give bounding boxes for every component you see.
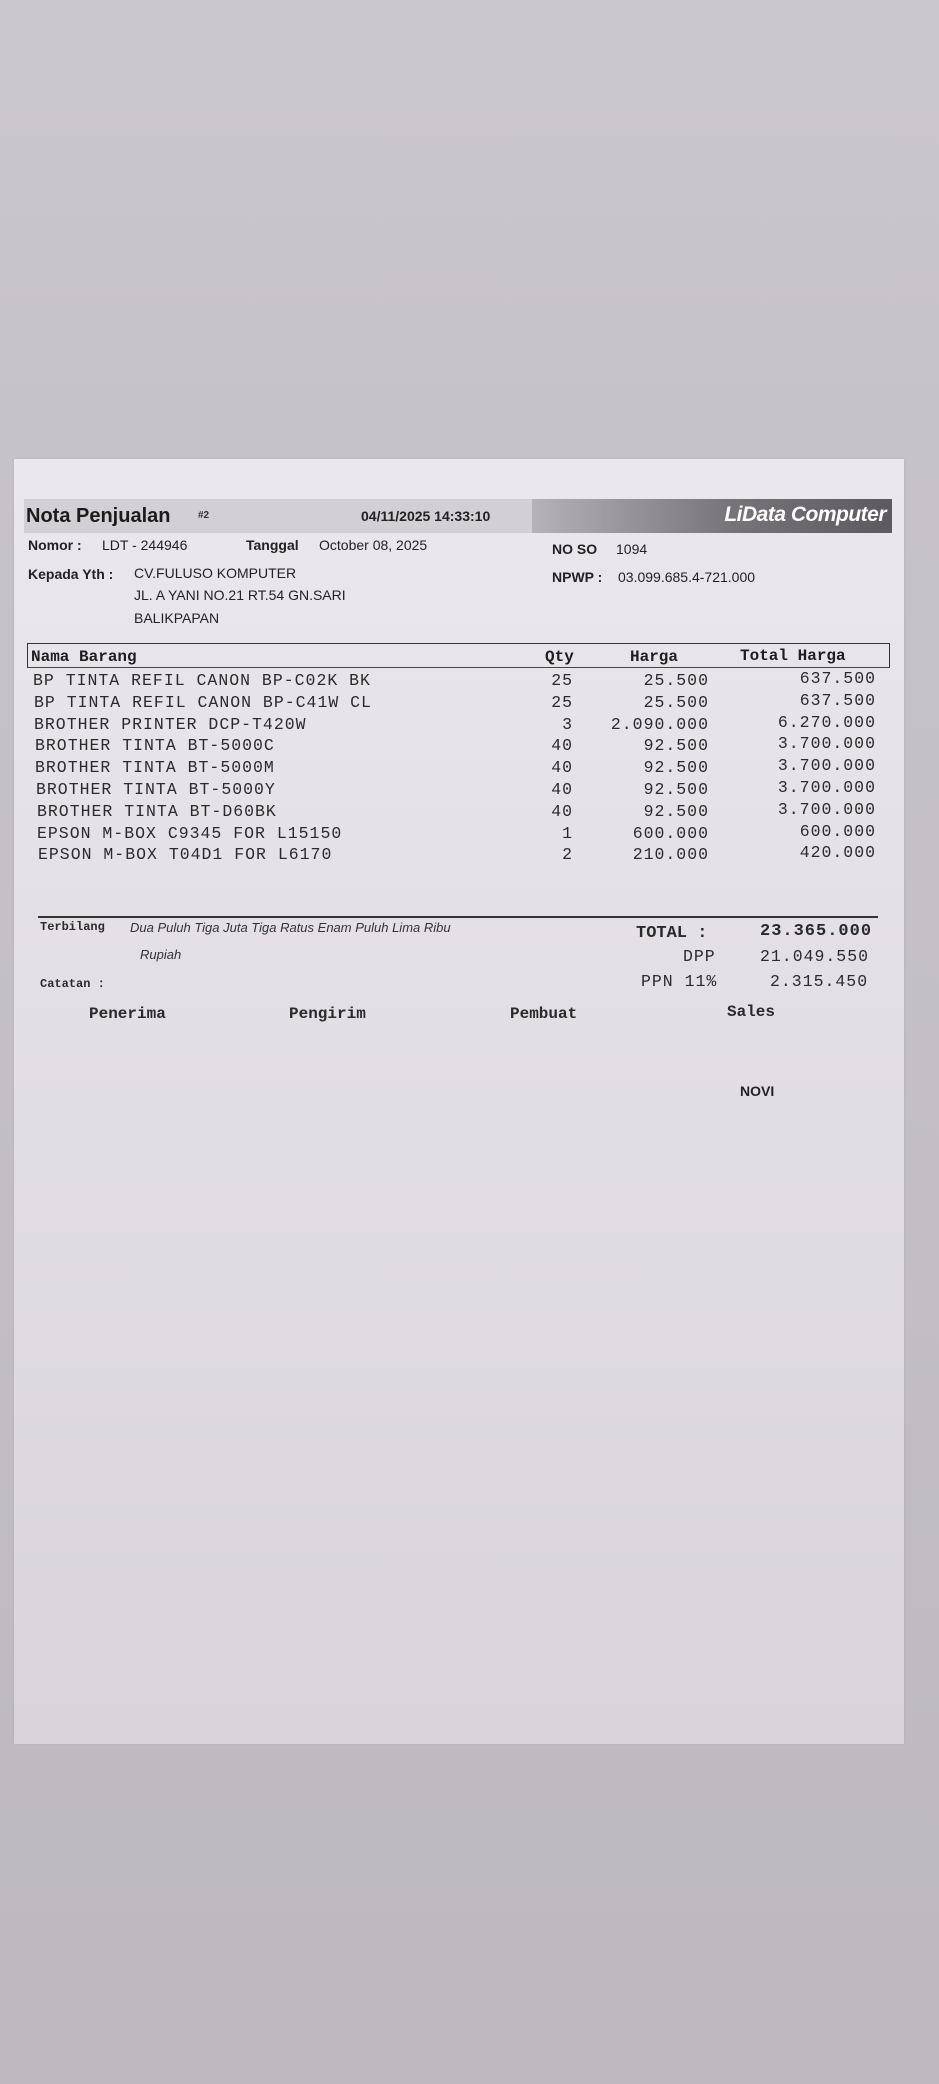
signature-pengirim: Pengirim	[289, 1005, 366, 1023]
col-header-total: Total Harga	[740, 647, 846, 665]
tanggal-label: Tanggal	[246, 537, 299, 553]
terbilang-label: Terbilang	[40, 920, 105, 934]
total-value: 23.365.000	[760, 922, 873, 941]
terbilang-text-2: Rupiah	[140, 947, 182, 962]
customer-address-2: BALIKPAPAN	[134, 610, 220, 626]
company-logo: LiData Computer	[724, 503, 886, 526]
total-label: TOTAL :	[636, 924, 708, 943]
sales-name: NOVI	[740, 1083, 775, 1099]
signature-pembuat: Pembuat	[510, 1005, 578, 1023]
item-name: BROTHER TINTA BT-5000M	[35, 758, 275, 777]
item-name: BP TINTA REFIL CANON BP-C02K BK	[33, 671, 371, 690]
item-total: 637.500	[799, 669, 876, 688]
item-total: 637.500	[799, 691, 876, 710]
col-header-qty: Qty	[545, 648, 574, 666]
signature-penerima: Penerima	[89, 1005, 166, 1023]
print-timestamp: 04/11/2025 14:33:10	[361, 508, 491, 524]
item-name: BROTHER TINTA BT-5000C	[35, 736, 275, 755]
customer-name: CV.FULUSO KOMPUTER	[134, 565, 297, 581]
summary-rule	[38, 916, 878, 918]
item-price: 92.500	[643, 758, 709, 777]
item-total: 6.270.000	[777, 713, 876, 732]
npwp-label: NPWP :	[552, 569, 603, 585]
item-total: 3.700.000	[777, 756, 876, 775]
tanggal-value: October 08, 2025	[319, 537, 428, 553]
item-qty: 25	[551, 693, 573, 712]
item-total: 3.700.000	[777, 734, 876, 753]
brand-strip	[532, 499, 892, 533]
item-qty: 2	[562, 845, 573, 864]
terbilang-text-1: Dua Puluh Tiga Juta Tiga Ratus Enam Puluh Lima Ribu	[130, 920, 451, 935]
nomor-value: LDT - 244946	[102, 537, 188, 553]
col-header-price: Harga	[630, 648, 679, 666]
item-qty: 40	[551, 780, 573, 799]
dpp-label: DPP	[683, 947, 716, 966]
signature-sales: Sales	[727, 1003, 776, 1021]
nomor-label: Nomor :	[28, 537, 82, 553]
item-price: 600.000	[632, 824, 709, 843]
copy-mark: #2	[198, 510, 210, 521]
item-price: 92.500	[643, 780, 709, 799]
item-qty: 1	[562, 824, 573, 843]
item-name: BROTHER PRINTER DCP-T420W	[34, 715, 307, 734]
ppn-value: 2.315.450	[770, 972, 869, 991]
noso-label: NO SO	[552, 541, 598, 557]
dpp-value: 21.049.550	[760, 947, 870, 966]
item-total: 3.700.000	[777, 778, 876, 797]
item-qty: 40	[551, 736, 573, 755]
item-price: 210.000	[632, 845, 709, 864]
col-header-name: Nama Barang	[31, 648, 137, 666]
item-name: BROTHER TINTA BT-5000Y	[36, 780, 276, 799]
item-qty: 40	[551, 758, 573, 777]
item-qty: 40	[551, 802, 573, 821]
noso-value: 1094	[616, 541, 648, 557]
item-price: 92.500	[643, 802, 709, 821]
item-qty: 25	[551, 671, 573, 690]
item-qty: 3	[562, 715, 573, 734]
item-name: BROTHER TINTA BT-D60BK	[37, 802, 277, 821]
item-price: 25.500	[643, 693, 709, 712]
customer-address-1: JL. A YANI NO.21 RT.54 GN.SARI	[134, 587, 346, 603]
document-title: Nota Penjualan	[26, 505, 171, 527]
item-name: BP TINTA REFIL CANON BP-C41W CL	[34, 693, 372, 712]
item-price: 25.500	[643, 671, 709, 690]
catatan-label: Catatan :	[40, 977, 105, 991]
item-name: EPSON M-BOX C9345 FOR L15150	[37, 824, 343, 843]
item-total: 3.700.000	[777, 800, 876, 819]
item-total: 600.000	[799, 822, 876, 841]
item-total: 420.000	[799, 843, 876, 862]
item-name: EPSON M-BOX T04D1 FOR L6170	[38, 845, 333, 864]
ppn-label: PPN 11%	[641, 972, 718, 991]
kepada-label: Kepada Yth :	[28, 566, 114, 582]
npwp-value: 03.099.685.4-721.000	[618, 569, 756, 585]
item-price: 92.500	[643, 736, 709, 755]
item-price: 2.090.000	[610, 715, 709, 734]
